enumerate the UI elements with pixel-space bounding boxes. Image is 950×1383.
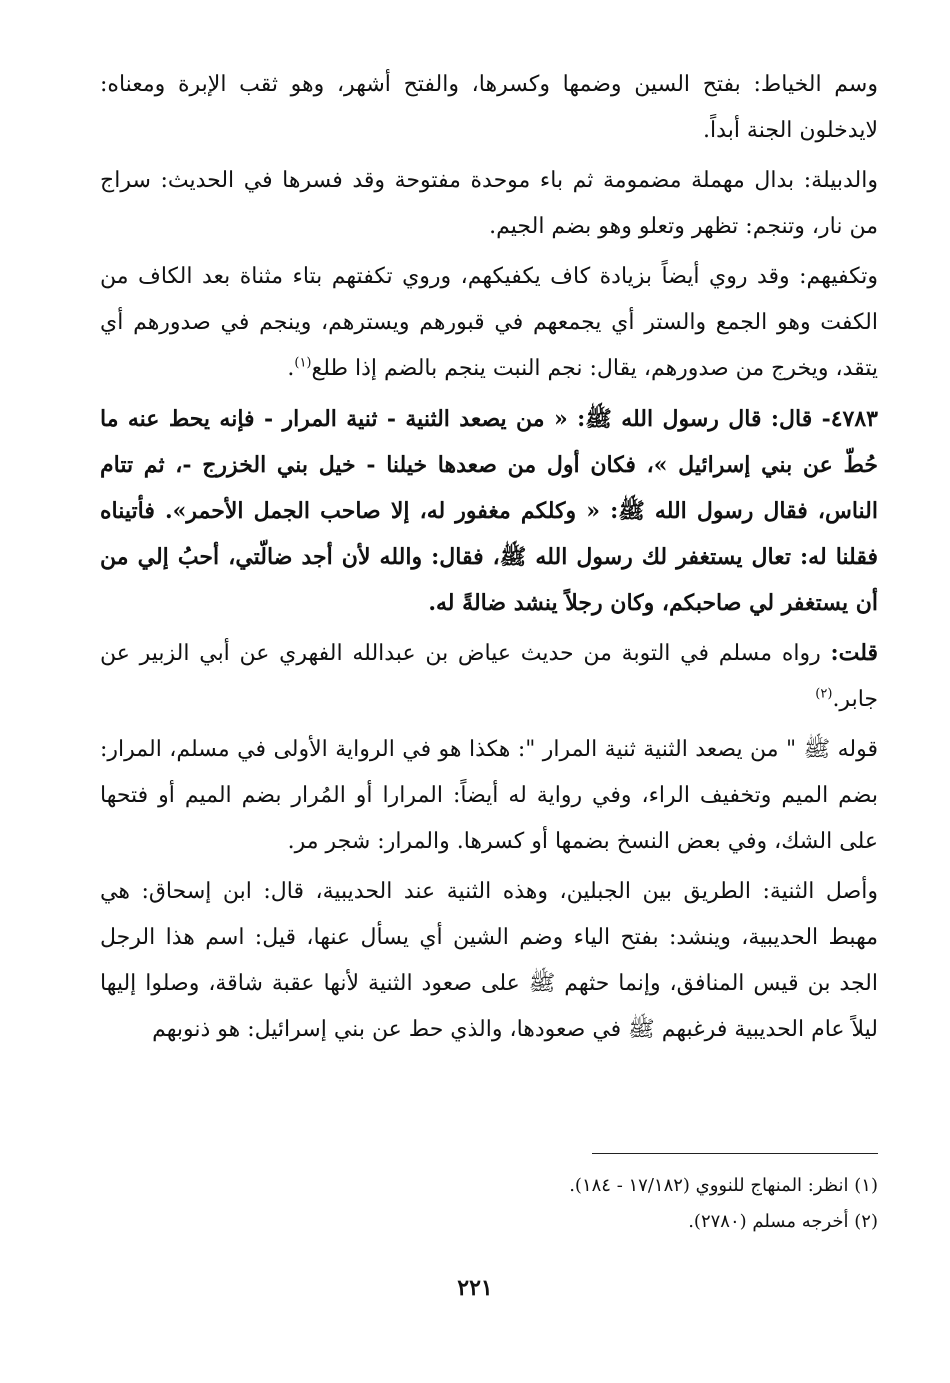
paragraph-dubaila: والدبيلة: بدال مهملة مضمومة ثم باء موحدة مفتوحة وقد فسرها في الحديث: سراج من نار، وتنجم: تظهر وتعلو وهو بضم الجيم. (100, 168, 878, 239)
footnotes (100, 1168, 878, 1240)
qult-label: قلت: (830, 640, 878, 666)
paragraph-khiyat: وسم الخياط: بفتح السين وضمها وكسرها، والفتح أشهر، وهو ثقب الإبرة ومعناه: لايدخلون الجنة أبداً. (100, 72, 878, 143)
qult-text: رواه مسلم في التوبة من حديث عياض بن عبدالله الفهري عن أبي الزبير عن جابر. (100, 641, 878, 712)
paragraph-takfihim (100, 254, 878, 392)
paragraph-thaniya: وأصل الثنية: الطريق بين الجبلين، وهذه الثنية عند الحديبية، قال: ابن إسحاق: هي مهبط الحديبية، وينشد: بفتح الياء وضم الشين أي يسأل عنها، قيل: اسم هذا الرجل الجد بن قيس المنافق، وإنما حثهم ﷺ على صعود الثنية لأنها عقبة شاقة، وصلوا إليها ليلاً عام الحديبية فرغبهم ﷺ في صعودها، والذي حط عن بني إسرائيل: هو ذنوبهم (100, 879, 878, 1042)
footnote-ref-2: (٢) (815, 686, 833, 702)
paragraph-murar: قوله ﷺ " من يصعد الثنية ثنية المرار ": هكذا هو في الرواية الأولى في مسلم، المرار: بضم الميم وتخفيف الراء، وفي رواية له أيضاً: المرارا أو المُرار بضم الميم أو فتحها على الشك، وفي بعض النسخ بضمها أو كسرها. والمرار: شجر مر. (100, 737, 878, 854)
page-body (100, 62, 878, 1057)
paragraph-takfihim-end: . (287, 356, 295, 381)
footnote-1: (١) انظر: المنهاج للنووي (١٧/١٨٢ - ١٨٤). (569, 1175, 878, 1196)
page-number: ٢٢١ (457, 1275, 493, 1301)
paragraph-qult (100, 630, 878, 723)
footnote-ref-1: (١) (294, 355, 312, 371)
paragraph-takfihim-text: وتكفيهم: وقد روي أيضاً بزيادة كاف يكفيكهم، وروي تكفتهم بتاء مثناة بعد الكاف من الكفت وهو الجمع والستر أي يجمعهم في قبورهم ويسترهم، وينجم في صدورهم أي يتقد، ويخرج من صدورهم، يقال: نجم النبت ينجم بالضم إذا طلع (100, 264, 878, 381)
footnote-divider (592, 1153, 878, 1154)
footnote-2: (٢) أخرجه مسلم (٢٧٨٠). (688, 1211, 878, 1232)
hadith-4783: ٤٧٨٣- قال: قال رسول الله ﷺ: « من يصعد الثنية - ثنية المرار - فإنه يحط عنه ما حُطّ عن بني إسرائيل »، فكان أول من صعدها خيلنا - خيل بني الخزرج -، ثم تتام الناس، فقال رسول الله ﷺ: « وكلكم مغفور له، إلا صاحب الجمل الأحمر». فأتيناه فقلنا له: تعال يستغفر لك رسول الله ﷺ، فقال: والله لأن أجد ضالّتي، أحبُ إلي من أن يستغفر لي صاحبكم، وكان رجلاً ينشد ضالةً له. (100, 406, 878, 616)
